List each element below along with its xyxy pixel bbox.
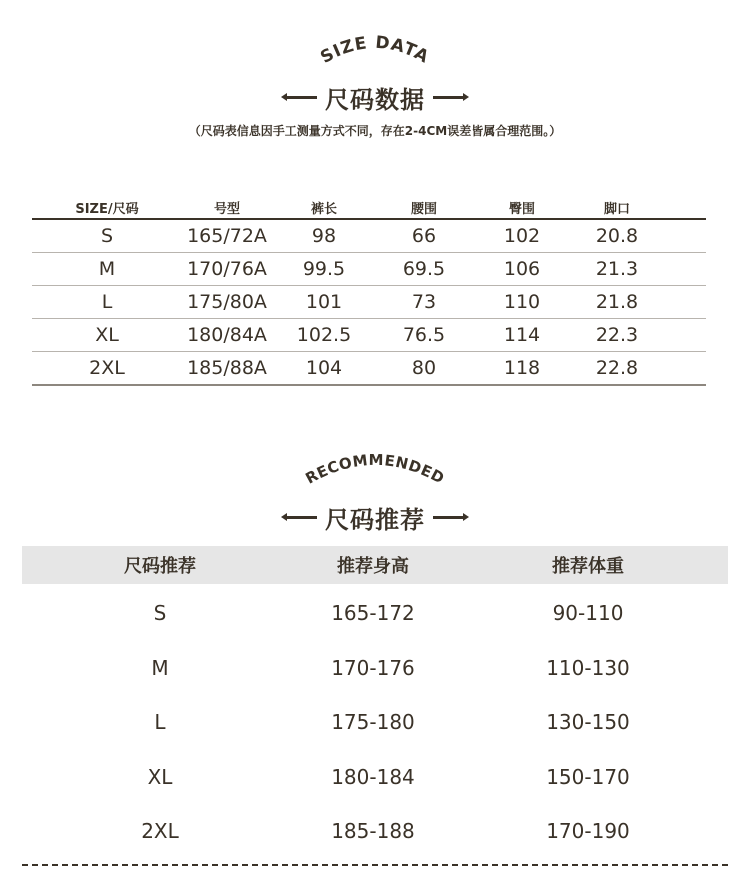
header-recommend-weight: 推荐体重 (552, 556, 624, 577)
cell-model: 180/84A (187, 324, 267, 346)
cell-hem: 22.8 (595, 357, 639, 379)
cell-waist: 76.5 (402, 324, 446, 346)
header-length: 裤长 (310, 201, 337, 217)
recommend-table-row (22, 695, 728, 750)
cell-length: 102.5 (296, 324, 352, 346)
cell-recommend-height: 180-184 (331, 764, 415, 789)
cell-size: 2XL (89, 357, 125, 379)
cell-hem: 22.3 (595, 324, 639, 346)
cell-size: L (101, 291, 113, 313)
measurement-note: （尺码表信息因手工测量方式不同，存在2-4CM误差皆属合理范围。） (188, 124, 562, 138)
cell-length: 98 (311, 225, 337, 247)
cell-size: XL (95, 324, 119, 346)
cell-hip: 102 (503, 225, 541, 247)
cell-waist: 66 (411, 225, 437, 247)
recommend-title: 尺码推荐 (325, 506, 425, 534)
cell-size: M (98, 258, 116, 280)
recommend-table-row (22, 641, 728, 696)
size-table-row (32, 286, 706, 319)
recommend-table-header (22, 546, 728, 584)
cell-model: 170/76A (187, 258, 267, 280)
cell-hem: 20.8 (595, 225, 639, 247)
size-table-header (32, 196, 706, 220)
cell-recommend-height: 185-188 (331, 819, 415, 844)
size-table-row (32, 253, 706, 286)
header-size: SIZE/尺码 (75, 201, 139, 217)
header-hem: 脚口 (603, 201, 630, 217)
size-data-badge-text: SIZE DATA (317, 32, 433, 68)
recommend-table-row (22, 804, 728, 859)
cell-waist: 69.5 (402, 258, 446, 280)
cell-recommend-height: 165-172 (331, 601, 415, 626)
cell-recommend-size: S (153, 601, 167, 626)
size-data-table (32, 196, 706, 386)
cell-recommend-weight: 110-130 (546, 655, 630, 680)
cell-waist: 73 (411, 291, 437, 313)
cell-hip: 118 (503, 357, 541, 379)
size-table-row (32, 220, 706, 253)
cell-recommend-size: L (154, 710, 166, 735)
cell-length: 104 (305, 357, 343, 379)
cell-size: S (100, 225, 114, 247)
recommend-table-row (22, 586, 728, 641)
cell-recommend-size: 2XL (141, 819, 179, 844)
cell-model: 175/80A (187, 291, 267, 313)
cell-hem: 21.3 (595, 258, 639, 280)
cell-length: 101 (305, 291, 343, 313)
header-waist: 腰围 (410, 201, 437, 217)
cell-model: 185/88A (187, 357, 267, 379)
cell-model: 165/72A (187, 225, 267, 247)
recommend-table-body (22, 586, 728, 859)
bottom-dashed-divider (22, 864, 728, 866)
cell-recommend-weight: 130-150 (546, 710, 630, 735)
size-table-row (32, 352, 706, 386)
cell-recommend-size: XL (147, 764, 173, 789)
recommend-heading (0, 500, 750, 535)
right-dash-ornament (433, 96, 463, 99)
svg-text:SIZE DATA (317, 33, 432, 68)
header-model: 号型 (213, 201, 240, 217)
recommended-badge-text: RECOMMENDED (302, 450, 448, 488)
left-dash-ornament (287, 96, 317, 99)
header-recommend-size: 尺码推荐 (124, 556, 196, 577)
size-table-row (32, 319, 706, 352)
recommend-table-row (22, 750, 728, 805)
header-hip: 臀围 (508, 201, 535, 217)
cell-waist: 80 (411, 357, 437, 379)
cell-hip: 114 (503, 324, 541, 346)
header-recommend-height: 推荐身高 (337, 556, 409, 577)
cell-recommend-weight: 170-190 (546, 819, 630, 844)
left-dash-ornament (287, 516, 317, 519)
right-dash-ornament (433, 516, 463, 519)
cell-hip: 106 (503, 258, 541, 280)
size-data-heading (0, 80, 750, 115)
cell-recommend-height: 175-180 (331, 710, 415, 735)
cell-hem: 21.8 (595, 291, 639, 313)
size-data-title: 尺码数据 (325, 86, 425, 114)
svg-text:RECOMMENDED (302, 451, 447, 488)
cell-length: 99.5 (302, 258, 346, 280)
cell-recommend-weight: 150-170 (546, 764, 630, 789)
cell-recommend-height: 170-176 (331, 655, 415, 680)
cell-hip: 110 (503, 291, 541, 313)
cell-recommend-size: M (151, 655, 169, 680)
cell-recommend-weight: 90-110 (552, 601, 624, 626)
